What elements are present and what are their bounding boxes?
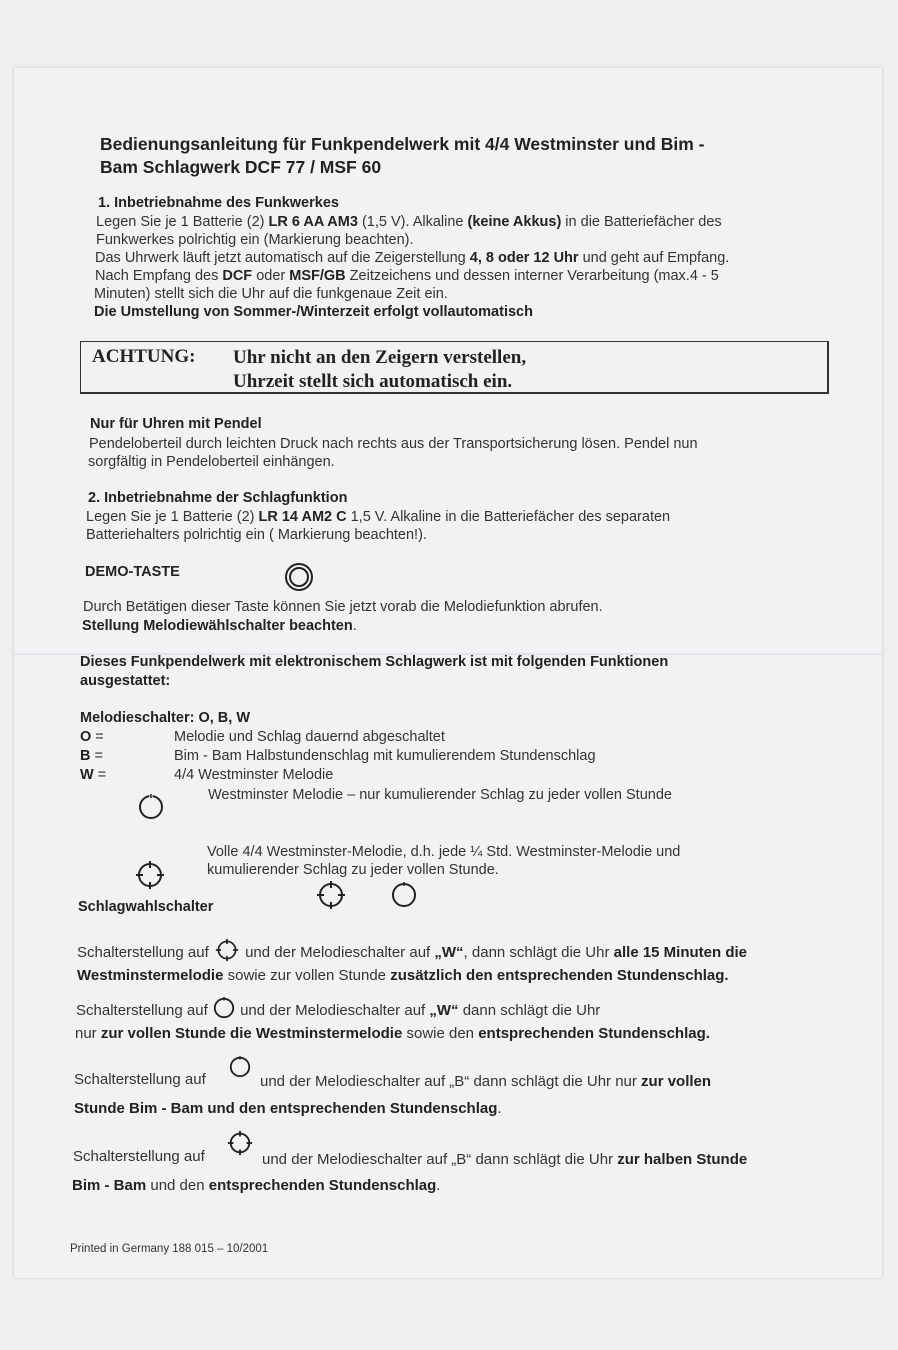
features-line1: Dieses Funkpendelwerk mit elektronischem Schlagwerk ist mit folgenden Funktionen <box>80 654 669 670</box>
circle-switch-icon <box>228 1055 252 1079</box>
section1-line2: Funkwerkes polrichtig ein (Markierung beachten). <box>96 232 414 248</box>
features-line2: ausgestattet: <box>80 673 171 689</box>
section1-line4: Nach Empfang des DCF oder MSF/GB Zeitzeichens und dessen interner Verarbeitung (max.4 - 5 <box>95 268 719 284</box>
crosshair-switch-icon <box>136 861 164 889</box>
section2-heading: 2. Inbetriebnahme der Schlagfunktion <box>88 490 348 506</box>
section2-line2: Batteriehalters polrichtig ein ( Markierung beachten!). <box>86 527 427 543</box>
schlag-p3-line1: Schalterstellung auf <box>74 1071 206 1088</box>
melodie-desc-w: 4/4 Westminster Melodie <box>174 767 334 783</box>
demo-label: DEMO-TASTE <box>85 564 180 580</box>
schlag-p4-line1-cont: und der Melodieschalter auf „B“ dann schlägt die Uhr zur halben Stunde <box>262 1151 748 1168</box>
crosshair-switch-icon <box>317 881 345 909</box>
schlag-p2-line1: Schalterstellung auf und der Melodieschalter auf „W“ dann schlägt die Uhr <box>76 996 600 1019</box>
melodie-key-w: W = <box>80 767 107 783</box>
demo-button-icon <box>284 562 314 592</box>
schlag-heading: Schlagwahlschalter <box>78 899 214 915</box>
section1-line5: Minuten) stellt sich die Uhr auf die funkgenaue Zeit ein. <box>94 286 448 302</box>
melodie-desc-b: Bim - Bam Halbstundenschlag mit kumulierendem Stundenschlag <box>174 748 596 764</box>
melodie-desc-o: Melodie und Schlag dauernd abgeschaltet <box>174 729 445 745</box>
pendel-heading: Nur für Uhren mit Pendel <box>90 416 262 432</box>
crosshair-switch-desc2: kumulierender Schlag zu jeder vollen Stunde. <box>207 862 499 878</box>
warning-line2: Uhrzeit stellt sich automatisch ein. <box>233 371 513 392</box>
print-footer: Printed in Germany 188 015 – 10/2001 <box>70 1243 269 1255</box>
circle-switch-icon <box>138 794 164 820</box>
schlag-p1-line1: Schalterstellung auf und der Melodieschalter auf „W“, dann schlägt die Uhr alle 15 Minuten die <box>77 938 747 961</box>
warning-line1: Uhr nicht an den Zeigern verstellen, <box>233 347 527 368</box>
circle-switch-icon <box>391 882 417 908</box>
schlag-p1-line2: Westminstermelodie sowie zur vollen Stunde zusätzlich den entsprechenden Stundenschlag. <box>77 967 729 984</box>
schlag-p3-line1-cont: und der Melodieschalter auf „B“ dann schlägt die Uhr nur zur vollen <box>260 1073 712 1090</box>
pendel-line1: Pendeloberteil durch leichten Druck nach rechts aus der Transportsicherung lösen. Pendel nun <box>89 436 698 452</box>
crosshair-switch-icon <box>213 938 241 958</box>
section1-heading: 1. Inbetriebnahme des Funkwerkes <box>98 195 339 211</box>
melodie-heading: Melodieschalter: O, B, W <box>80 710 250 726</box>
warning-label: ACHTUNG: <box>92 346 196 367</box>
demo-line2: Stellung Melodiewählschalter beachten. <box>82 618 357 634</box>
schlag-p2-line2: nur zur vollen Stunde die Westminstermelodie sowie den entsprechenden Stundenschlag. <box>75 1025 710 1042</box>
document-title-line1: Bedienungsanleitung für Funkpendelwerk mit 4/4 Westminster und Bim - <box>100 134 705 154</box>
circle-switch-icon <box>212 996 236 1016</box>
crosshair-switch-desc1: Volle 4/4 Westminster-Melodie, d.h. jede ¼ Std. Westminster-Melodie und <box>207 844 681 860</box>
document-title-line2: Bam Schlagwerk DCF 77 / MSF 60 <box>100 157 382 177</box>
crosshair-switch-icon <box>227 1130 253 1156</box>
demo-line1: Durch Betätigen dieser Taste können Sie jetzt vorab die Melodiefunktion abrufen. <box>83 599 603 615</box>
melodie-key-o: O = <box>80 729 104 745</box>
section1-line1: Legen Sie je 1 Batterie (2) LR 6 AA AM3 (1,5 V). Alkaline (keine Akkus) in die Batteriefächer des <box>96 214 722 230</box>
schlag-p4-line2: Bim - Bam und den entsprechenden Stundenschlag. <box>72 1177 441 1194</box>
schlag-p4-line1: Schalterstellung auf <box>73 1148 205 1165</box>
section2-line1: Legen Sie je 1 Batterie (2) LR 14 AM2 C 1,5 V. Alkaline in die Batteriefächer des separaten <box>86 509 671 525</box>
circle-switch-desc: Westminster Melodie – nur kumulierender Schlag zu jeder vollen Stunde <box>208 787 672 803</box>
section1-line3: Das Uhrwerk läuft jetzt automatisch auf die Zeigerstellung 4, 8 oder 12 Uhr und geht auf Empfang. <box>95 250 730 266</box>
pendel-line2: sorgfältig in Pendeloberteil einhängen. <box>88 454 335 470</box>
melodie-key-b: B = <box>80 748 103 764</box>
schlag-p3-line2: Stunde Bim - Bam und den entsprechenden Stundenschlag. <box>74 1100 502 1117</box>
section1-line6: Die Umstellung von Sommer-/Winterzeit erfolgt vollautomatisch <box>94 304 533 320</box>
